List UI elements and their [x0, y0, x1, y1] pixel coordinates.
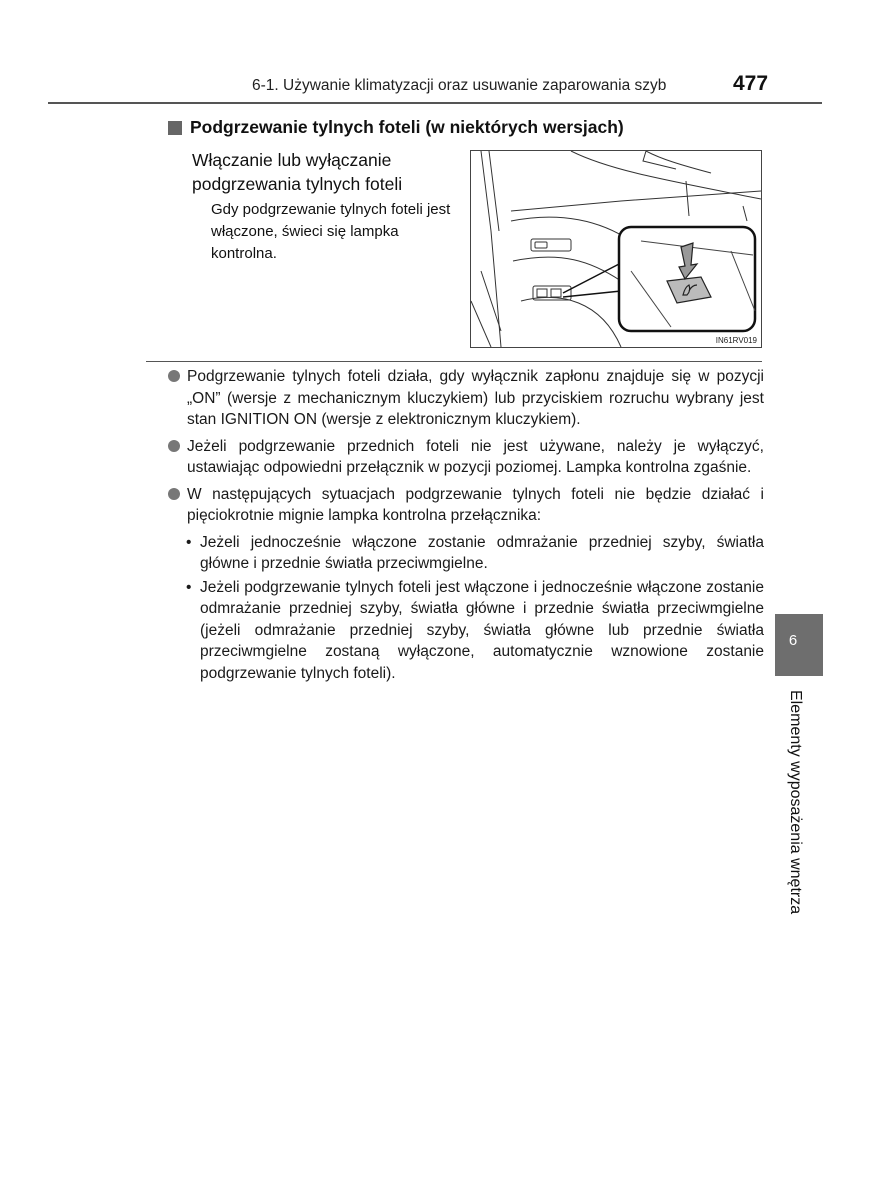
item-title: Włączanie lub wyłączanie podgrzewania tylnych foteli [192, 150, 403, 194]
subitem-text: Jeżeli jednocześnie włączone zostanie odmrażanie przedniej szyby, światła główne i przednie światła przeciwmgielne. [200, 533, 764, 572]
rear-door-illustration [470, 150, 762, 348]
header-section-title: 6-1. Używanie klimatyzacji oraz usuwanie zaparowania szyb [252, 77, 667, 94]
section-heading: Podgrzewanie tylnych foteli (w niektórych wersjach) [190, 117, 624, 137]
note-text: W następujących sytuacjach podgrzewanie tylnych foteli nie będzie działać i pięciokrotnie mignie lampka kontrolna przełącznika: [187, 485, 764, 524]
door-panel-drawing [471, 151, 761, 347]
heading-square-marker [168, 121, 182, 135]
section-divider [146, 361, 762, 362]
chapter-tab [775, 614, 823, 676]
page-number: 477 [733, 72, 769, 95]
subitem-text: Jeżeli podgrzewanie tylnych foteli jest włączone i jednocześnie włączone zostanie odmrażanie przedniej szyby, światła główne i przednie światła przeciwmgielne (jeżeli odmrażanie przedniej szyby, światła główne lub przednie światła przeciwmgielne zostaną wyłączone, automatycznie wznowione zostanie podgrzewanie tylnych foteli). [200, 578, 764, 682]
note-subitem [168, 577, 764, 685]
note-subitem [168, 532, 764, 575]
chapter-number: 6 [788, 632, 798, 649]
sub-bullet-icon: • [186, 533, 192, 551]
note-text: Jeżeli podgrzewanie przednich foteli nie jest używane, należy je wyłączyć, ustawiając odpowiedni przełącznik w pozycji poziomej. Lampka kontrolna zgaśnie. [187, 437, 764, 476]
bullet-dot-icon [168, 440, 180, 452]
chapter-label: Elementy wyposażenia wnętrza [787, 690, 804, 915]
header-rule [48, 102, 822, 104]
note-item [168, 366, 764, 431]
bullet-dot-icon [168, 370, 180, 382]
bullet-dot-icon [168, 488, 180, 500]
note-text: Podgrzewanie tylnych foteli działa, gdy wyłącznik zapłonu znajduje się w pozycji „ON” (wersje z mechanicznym kluczykiem) lub przyciskiem rozruchu wybrany jest stan IGNITION ON (wersje z elektronicznym kluczykiem). [187, 368, 764, 428]
note-item [168, 484, 764, 527]
sub-bullet-icon: • [186, 578, 192, 596]
notes-list [168, 366, 764, 684]
figure-code: IN61RV019 [715, 336, 757, 345]
item-description: Gdy podgrzewanie tylnych foteli jest włączone, świeci się lampka kontrolna. [211, 201, 451, 262]
note-item [168, 436, 764, 479]
